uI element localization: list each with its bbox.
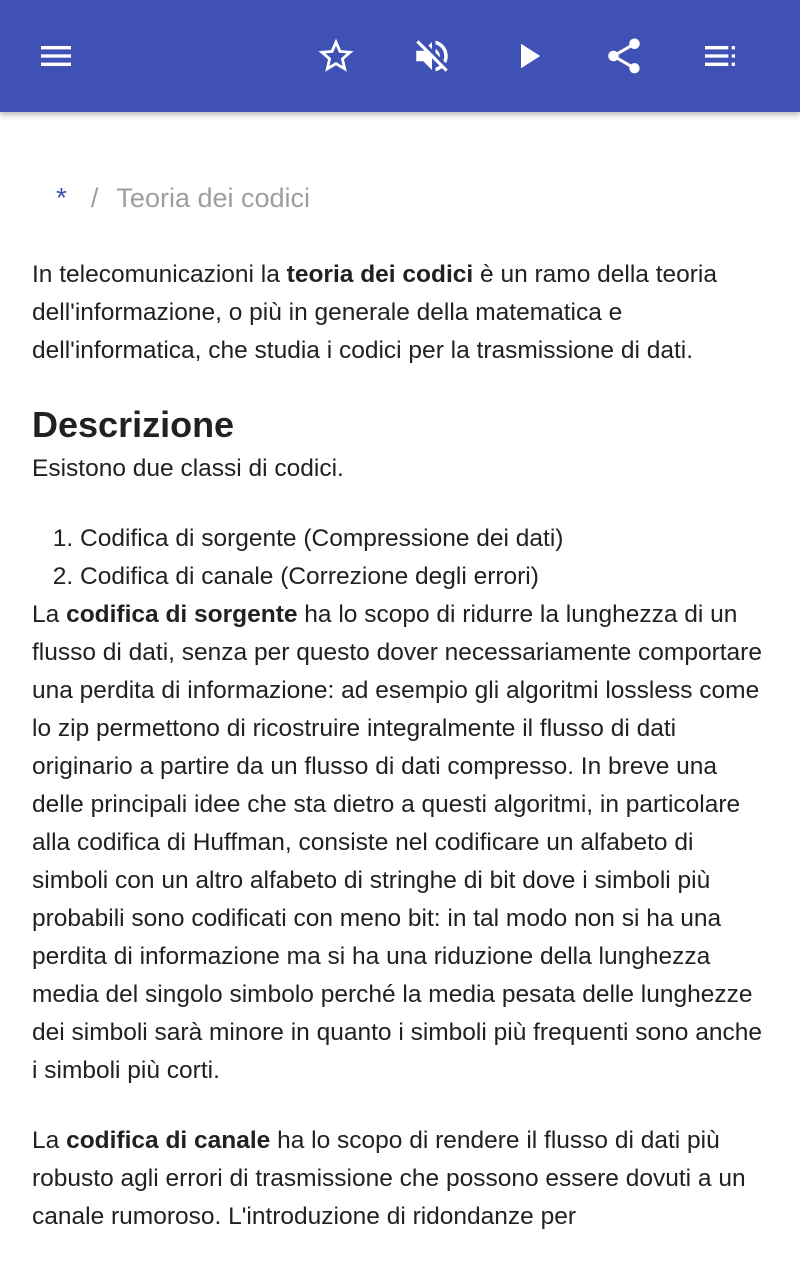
intro-paragraph [32,256,772,370]
table-of-contents-button[interactable] [692,28,748,84]
article-body [32,256,772,1236]
playlist-icon [700,36,740,76]
channel-bold-term: codifica di canale [66,1127,271,1154]
channel-coding-paragraph [32,1122,772,1236]
volume-off-icon [411,35,453,77]
share-icon [603,35,645,77]
source-coding-paragraph [32,596,772,1090]
channel-text-pre: La [32,1127,67,1154]
source-bold-term: codifica di sorgente [66,601,298,628]
lead-paragraph: Esistono due classi di codici. [32,455,344,482]
article-content [0,112,800,1280]
breadcrumb-home-link[interactable]: * [56,182,67,213]
play-icon [507,35,549,77]
menu-icon [36,36,76,76]
code-classes-list [32,520,772,596]
list-item: 1. Codifica di sorgente (Compressione dei dati) [80,520,772,558]
favorite-button[interactable] [308,28,364,84]
source-text-pre: La [32,601,67,628]
star-outline-icon [315,35,357,77]
breadcrumb-current: Teoria dei codici [116,183,311,213]
channel-text-post: ha lo scopo di rendere il flusso di dati più robusto agli errori di trasmissione che possono essere dovuti a un canale rumoroso. L'introduzione di ridondanze per [32,1127,746,1230]
share-button[interactable] [596,28,652,84]
breadcrumb [56,180,310,216]
app-toolbar [0,0,800,112]
intro-bold-term: teoria dei codici [286,261,474,288]
source-text-post: ha lo scopo di ridurre la lunghezza di un flusso di dati, senza per questo dover necessariamente comportare una perdita di informazione: ad esempio gli algoritmi lossless come lo zip permettono di ricostruire integralmente il flusso di dati originario a partire da un flusso di dati compresso. In breve una delle principali idee che sta dietro a questi algoritmi, in particolare alla codifica di Huffman, consiste nel codificare un alfabeto di simboli con un altro alfabeto di stringhe di bit dove i simboli più probabili sono codificati con meno bit: in tal modo non si ha una perdita di informazione ma si ha una riduzione della lunghezza media del singolo simbolo perché la media pesata delle lunghezze dei simboli sarà minore in quanto i simboli più frequenti sono anche i simboli più corti. [32,601,762,1084]
section-heading: Descrizione [32,404,235,445]
menu-button[interactable] [28,28,84,84]
play-button[interactable] [500,28,556,84]
intro-text-pre: In telecomunicazioni la [32,261,287,288]
list-item: 2. Codifica di canale (Correzione degli errori) [80,558,772,596]
mute-button[interactable] [404,28,460,84]
breadcrumb-separator: / [90,183,99,213]
intro-text-post: è un ramo della teoria dell'informazione, o più in generale della matematica e dell'informatica, che studia i codici per la trasmissione di dati. [32,261,717,364]
